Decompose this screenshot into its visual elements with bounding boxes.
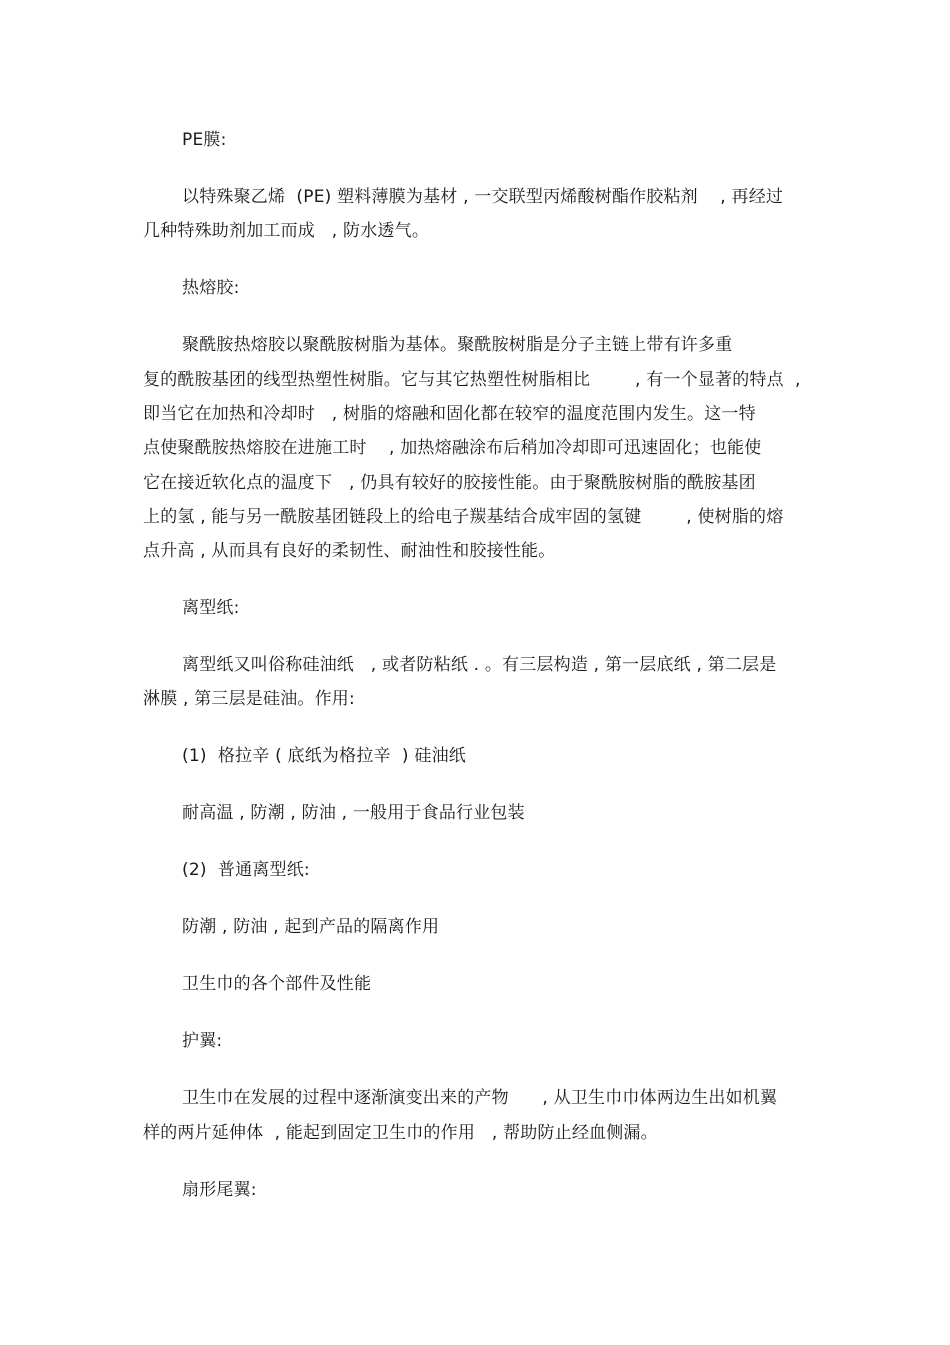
hot-melt-body-line: 点升高 , 从而具有良好的柔韧性、耐油性和胶接性能。 xyxy=(143,541,556,561)
hot-melt-body-line: 聚酰胺热熔胶以聚酰胺树脂为基体。聚酰胺树脂是分子主链上带有许多重 xyxy=(182,335,733,355)
pe-film-body-line: 几种特殊助剂加工而成 , 防水透气。 xyxy=(143,221,430,241)
release-paper-item-desc: 防潮 , 防油 , 起到产品的隔离作用 xyxy=(182,917,440,937)
wings-heading: 护翼: xyxy=(182,1031,223,1051)
wings-body-line: 卫生巾在发展的过程中逐渐演变出来的产物 , 从卫生巾巾体两边生出如机翼 xyxy=(182,1088,778,1108)
release-paper-body-line: 离型纸又叫俗称硅油纸 , 或者防粘纸 . 。有三层构造 , 第一层底纸 , 第二层是 xyxy=(182,655,777,675)
release-paper-item-desc: 耐高温 , 防潮 , 防油 , 一般用于食品行业包装 xyxy=(182,803,525,823)
wings-body-line: 样的两片延伸体 , 能起到固定卫生巾的作用 , 帮助防止经血侧漏。 xyxy=(143,1123,658,1143)
pe-film-heading: PE膜: xyxy=(182,130,227,150)
pe-film-body-line: 以特殊聚乙烯 (PE) 塑料薄膜为基材 , 一交联型丙烯酸树酯作胶粘剂 , 再经过 xyxy=(182,187,784,207)
release-paper-heading: 离型纸: xyxy=(182,598,240,618)
hot-melt-heading: 热熔胶: xyxy=(182,278,240,298)
release-paper-body-line: 淋膜 , 第三层是硅油。作用: xyxy=(143,689,355,709)
hot-melt-body-line: 点使聚酰胺热熔胶在进施工时 , 加热熔融涂布后稍加冷却即可迅速固化；也能使 xyxy=(143,438,762,458)
hot-melt-body-line: 即当它在加热和冷却时 , 树脂的熔融和固化都在较窄的温度范围内发生。这一特 xyxy=(143,404,756,424)
release-paper-item-title: (2) 普通离型纸: xyxy=(182,860,310,880)
release-paper-item-title: (1) 格拉辛 ( 底纸为格拉辛 ) 硅油纸 xyxy=(182,746,466,766)
hot-melt-body-line: 上的氢 , 能与另一酰胺基团链段上的给电子羰基结合成牢固的氢键 , 使树脂的熔 xyxy=(143,507,784,527)
parts-heading: 卫生巾的各个部件及性能 xyxy=(182,974,372,994)
hot-melt-body-line: 它在接近软化点的温度下 , 仍具有较好的胶接性能。由于聚酰胺树脂的酰胺基团 xyxy=(143,473,756,493)
fan-tail-heading: 扇形尾翼: xyxy=(182,1180,257,1200)
hot-melt-body-line: 复的酰胺基团的线型热塑性树脂。它与其它热塑性树脂相比 , 有一个显著的特点 , xyxy=(143,370,801,390)
